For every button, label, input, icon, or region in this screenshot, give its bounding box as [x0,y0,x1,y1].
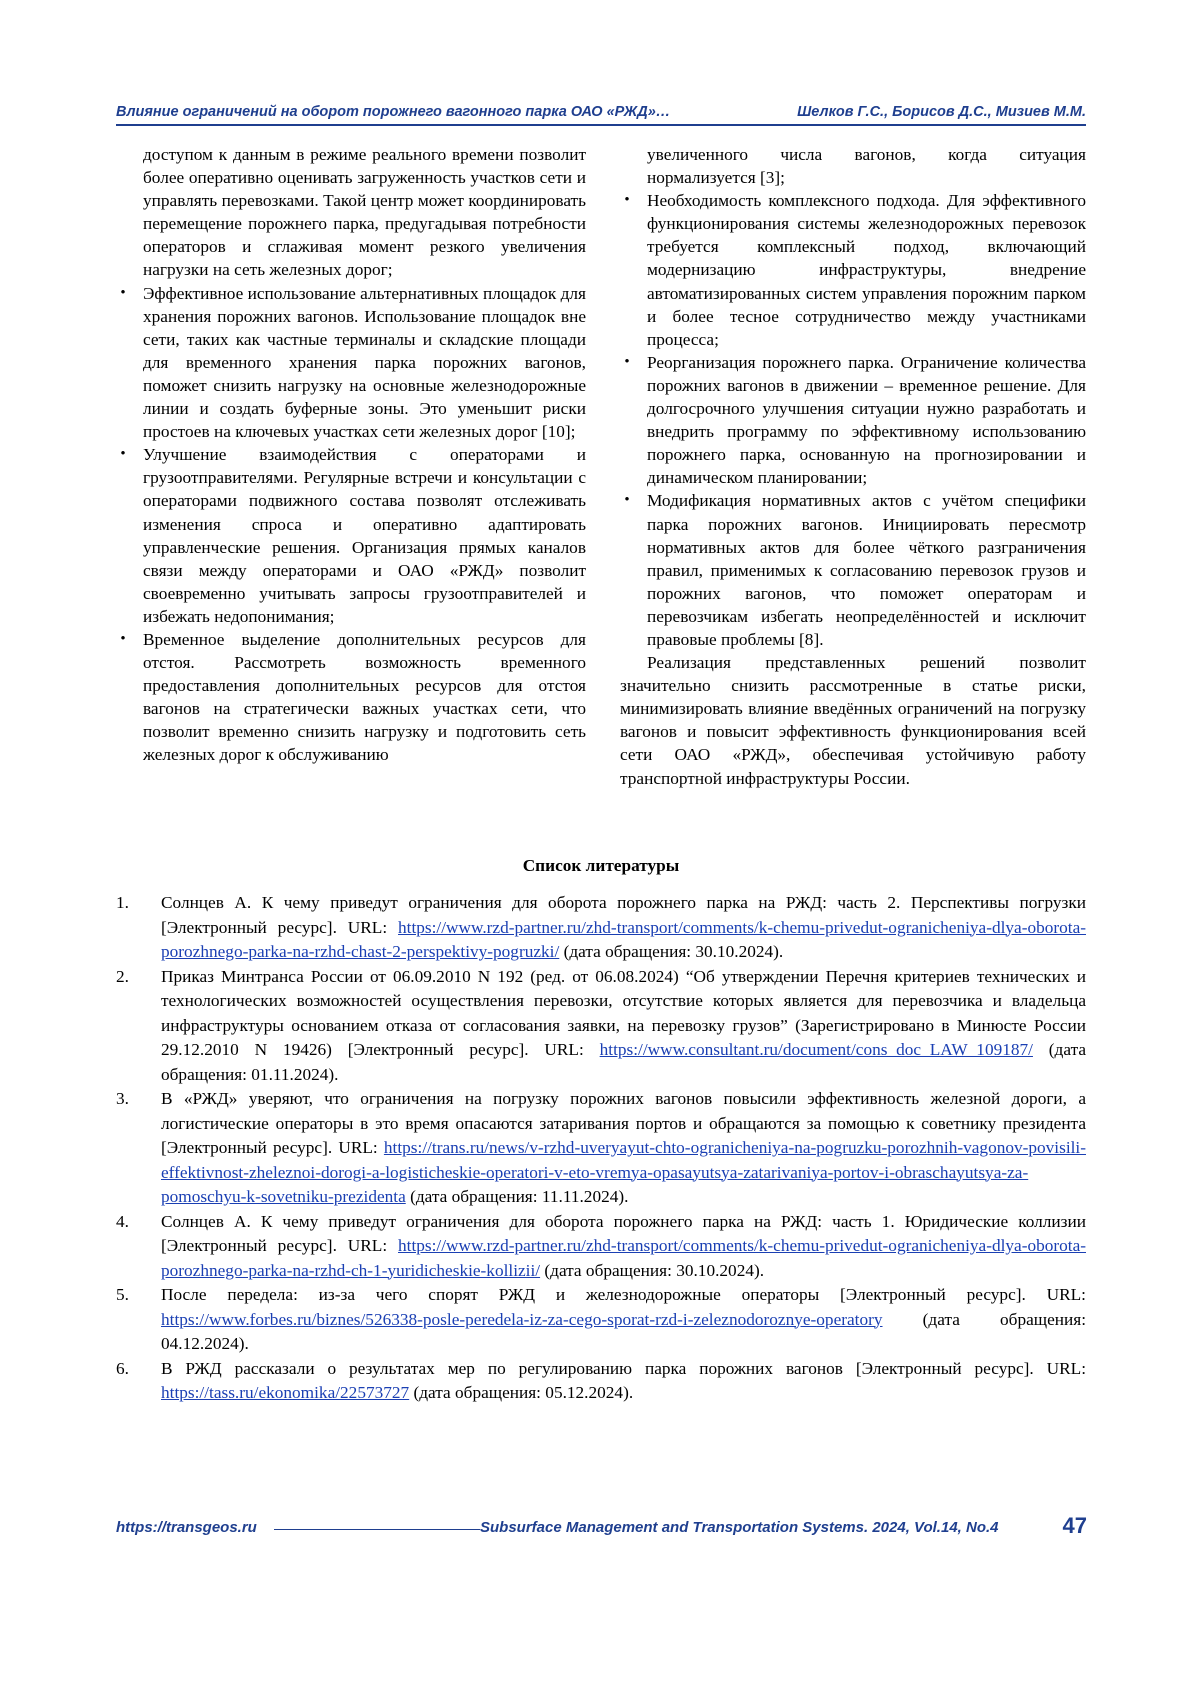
reference-text: Солнцев А. К чему приведут ограничения для оборота порожнего парка на РЖД: часть 1. Юридические коллизии [Электронный ресурс]. URL: [161,1211,1086,1255]
reference-access-date: (дата обращения: 04.12.2024). [161,1309,1086,1353]
reference-link[interactable]: https://www.consultant.ru/document/cons_doc_LAW_109187/ [599,1040,1033,1059]
left-continuation-text: доступом к данным в режиме реального времени позволит более оперативно оценивать загруженность участков сети и управлять перевозками. Такой центр может координировать перемещение порожнего парка, предугадывая потребности операторов и сглаживая момент резкого увеличения нагрузки на сеть железных дорог; [143,145,586,280]
running-footer [116,1513,1086,1543]
header-title: Влияние ограничений на оборот порожнего вагонного парка ОАО «РЖД»… [116,104,671,120]
reference-number: 4. [116,1211,129,1231]
list-item [116,628,586,767]
bullet-icon: • [120,630,126,647]
list-item-text: Временное выделение дополнительных ресурсов для отстоя. Рассмотреть возможность временного предоставления дополнительных ресурсов для отстоя вагонов на стратегически важных участках сети, что позволит временно снизить нагрузку и подготовить сеть железных дорог к обслуживанию [143,629,586,765]
reference-link[interactable]: https://trans.ru/news/v-rzhd-uveryayut-chto-ogranicheniya-na-pogruzku-porozhnih-vagonov-povisili-effektivnost-zheleznoi-dorogi-a-logisticheskie-operatori-v-eto-vremya-opasayutsya-zatarivaniya-portov-i-obraschayutsya-za-pomoschyu-k-sovetniku-prezidenta [161,1138,1086,1206]
left-column [116,143,586,767]
list-item-text: Модификация нормативных актов с учётом специфики парка порожних вагонов. Инициировать пересмотр нормативных актов для более чёткого разграничения правил, применимых к согласованию перевозок грузов и порожних вагонов, что поможет операторам и перевозчикам избегать неопределённостей и исключит правовые проблемы [8]. [647,491,1086,649]
reference-access-date: (дата обращения: 01.11.2024). [161,1040,1086,1084]
reference-text: В РЖД рассказали о результатах мер по регулированию парка порожних вагонов [Электронный ресурс]. URL: [161,1358,1086,1378]
reference-link[interactable]: https://www.forbes.ru/biznes/526338-posle-peredela-iz-za-cego-sporat-rzd-i-zeleznodoroznye-operatory [161,1309,883,1329]
conclusion-paragraph: Реализация представленных решений позволит значительно снизить рассмотренные в статье риски, минимизировать влияние введённых ограничений на погрузку вагонов и повысит эффективность функционирования всей сети ОАО «РЖД», обеспечивая устойчивую работу транспортной инфраструктуры России. [620,653,1086,788]
reference-item [116,891,1086,965]
page-number: 47 [1062,1513,1087,1538]
reference-access-date: (дата обращения: 30.10.2024). [540,1260,765,1280]
running-header [116,104,1086,126]
footer-journal: Subsurface Management and Transportation Systems. 2024, Vol.14, No.4 [480,1519,999,1536]
list-item [620,489,1086,651]
reference-text: В «РЖД» уверяют, что ограничения на погрузку порожних вагонов повысили эффективность железной дороги, а логистические операторы в это время опасаются затаривания портов и обращаются за помощью к советнику президента [Электронный ресурс]. URL: [161,1089,1086,1157]
reference-access-date: (дата обращения: 05.12.2024). [409,1383,634,1402]
list-item [116,282,586,444]
list-item-text: Необходимость комплексного подхода. Для эффективного функционирования системы железнодорожных перевозок требуется комплексный подход, включающий модернизацию инфраструктуры, внедрение автоматизированных систем управления порожним парком и более тесное сотрудничество между участниками процесса; [647,191,1086,349]
list-item-text: Реорганизация порожнего парка. Ограничение количества порожних вагонов в движении – временное решение. Для долгосрочного улучшения ситуации нужно разработать и внедрить программу по эффективному использованию порожнего парка, основанную на прогнозировании и динамическом планировании; [647,352,1086,488]
reference-item [116,1087,1086,1210]
reference-link[interactable]: https://www.rzd-partner.ru/zhd-transport/comments/k-chemu-privedut-ogranicheniya-dlya-oborota-porozhnego-parka-na-rzhd-ch-1-yuridicheskie-kollizii/ [161,1236,1086,1280]
bullet-icon: • [120,446,126,463]
list-item [116,443,586,628]
reference-access-date: (дата обращения: 11.11.2024). [405,1187,629,1206]
bullet-icon: • [624,353,630,370]
list-item-text: Улучшение взаимодействия с операторами и грузоотправителями. Регулярные встречи и консультации с операторами подвижного состава позволят отслеживать изменения спроса и оперативно адаптировать управленческие решения. Организация прямых каналов связи между операторами и ОАО «РЖД» позволит своевременно учитывать запросы грузоотправителей и избежать недопонимания; [143,445,586,626]
footer-site: https://transgeos.ru [116,1519,257,1536]
bullet-icon: • [120,284,126,301]
reference-number: 1. [116,893,129,912]
reference-item [116,1210,1086,1284]
reference-item [116,965,1086,1088]
reference-item [116,1357,1086,1406]
reference-text: Приказ Минтранса России от 06.09.2010 N 192 (ред. от 06.08.2024) “Об утверждении Перечня критериев технических и технологических возможностей осуществления перевозки, отсутствие которых является для перевозчика и владельца инфраструктуры основанием отказа от согласования заявки, на перевозку грузов” (Зарегистрировано в Минюсте России 29.12.2010 N 19426) [Электронный ресурс]. URL: [161,966,1086,1059]
references-title: Список литературы [522,856,680,875]
footer-rule [274,1529,480,1530]
list-item [620,351,1086,490]
reference-number: 5. [116,1285,129,1304]
reference-access-date: (дата обращения: 30.10.2024). [559,942,784,961]
bullet-icon: • [624,192,630,209]
list-item-text: Эффективное использование альтернативных площадок для хранения порожних вагонов. Использование площадок вне сети, таких как частные терминалы и складские площади для временного хранения парка порожних вагонов, поможет снизить нагрузку на основные железнодорожные линии и создать буферные зоны. Это уменьшит риски простоев на ключевых участках сети железных дорог [10]; [143,283,586,442]
reference-number: 3. [116,1089,129,1108]
right-continuation-text: увеличенного числа вагонов, когда ситуация нормализуется [3]; [647,145,1086,188]
references-list [116,891,1086,1406]
bullet-icon: • [624,492,630,509]
reference-item [116,1283,1086,1357]
left-bullet-list [116,282,586,767]
reference-text: Солнцев А. К чему приведут ограничения для оборота порожнего парка на РЖД: часть 2. Перспективы погрузки [Электронный ресурс]. URL: [161,893,1086,937]
reference-number: 2. [116,966,129,986]
reference-number: 6. [116,1358,129,1378]
header-authors: Шелков Г.С., Борисов Д.С., Мизиев М.М. [797,104,1086,120]
reference-link[interactable]: https://tass.ru/ekonomika/22573727 [161,1383,410,1402]
right-bullet-list [620,189,1086,651]
reference-text: После передела: из-за чего спорят РЖД и железнодорожные операторы [Электронный ресурс]. URL: [161,1285,1086,1304]
reference-link[interactable]: https://www.rzd-partner.ru/zhd-transport/comments/k-chemu-privedut-ogranicheniya-dlya-oborota-porozhnego-parka-na-rzhd-chast-2-perspektivy-pogruzki/ [161,917,1086,961]
right-column [620,143,1086,790]
list-item [620,189,1086,351]
